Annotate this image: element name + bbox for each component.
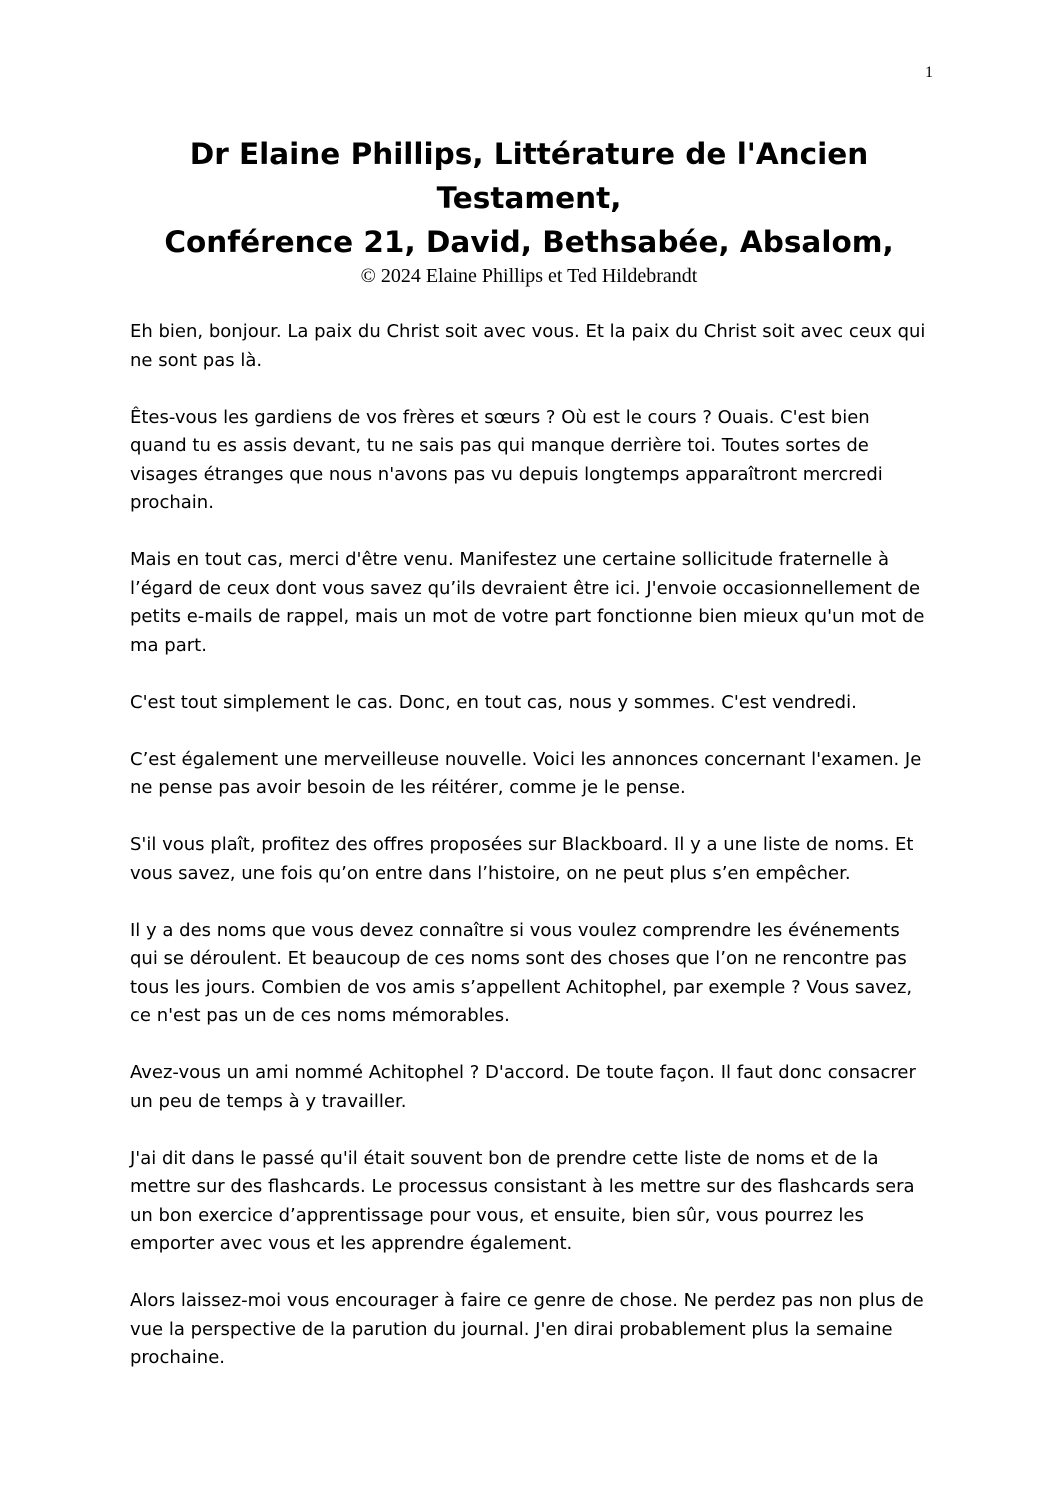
- paragraph: Mais en tout cas, merci d'être venu. Manifestez une certaine sollicitude fraternelle à l’égard de ceux dont vous savez qu’ils devraient être ici. J'envoie occasionnellement de petits e-mails de rappel, mais un mot de votre part fonctionne bien mieux qu'un mot de ma part.: [130, 549, 925, 656]
- paragraph: C'est tout simplement le cas. Donc, en tout cas, nous y sommes. C'est vendredi.: [130, 691, 857, 713]
- paragraph: Êtes-vous les gardiens de vos frères et sœurs ? Où est le cours ? Ouais. C'est bien quand tu es assis devant, tu ne sais pas qui manque derrière toi. Toutes sortes de visages étranges que nous n'avons pas vu depuis longtemps apparaîtront mercredi prochain.: [130, 406, 883, 513]
- page-number: 1: [925, 64, 933, 81]
- paragraph: Alors laissez-moi vous encourager à faire ce genre de chose. Ne perdez pas non plus de vue la perspective de la parution du journal. J'en dirai probablement plus la semaine prochaine.: [130, 1290, 924, 1368]
- paragraph: S'il vous plaît, profitez des offres proposées sur Blackboard. Il y a une liste de noms. Et vous savez, une fois qu’on entre dans l’histoire, on ne peut plus s’en empêcher.: [130, 834, 914, 884]
- copyright-notice: © 2024 Elaine Phillips et Ted Hildebrandt: [360, 265, 698, 287]
- paragraph: Avez-vous un ami nommé Achitophel ? D'accord. De toute façon. Il faut donc consacrer un peu de temps à y travailler.: [130, 1062, 916, 1112]
- document-title-line-1: Dr Elaine Phillips, Littérature de l'Ancien: [189, 137, 869, 171]
- document-title-line-3: Conférence 21, David, Bethsabée, Absalom,: [164, 225, 894, 259]
- paragraph: Eh bien, bonjour. La paix du Christ soit avec vous. Et la paix du Christ soit avec ceux qui ne sont pas là.: [130, 321, 926, 371]
- paragraph: J'ai dit dans le passé qu'il était souvent bon de prendre cette liste de noms et de la mettre sur des flashcards. Le processus consistant à les mettre sur des flashcards sera un bon exercice d’apprentissage pour vous, et ensuite, bien sûr, vous pourrez les emporter avec vous et les apprendre également.: [130, 1147, 915, 1254]
- paragraph: Il y a des noms que vous devez connaître si vous voulez comprendre les événements qui se déroulent. Et beaucoup de ces noms sont des choses que l’on ne rencontre pas tous les jours. Combien de vos amis s’appellent Achitophel, par exemple ? Vous savez, ce n'est pas un de ces noms mémorables.: [130, 919, 913, 1026]
- document-body: [130, 318, 930, 1401]
- document-title-line-2: Testament,: [436, 181, 622, 215]
- paragraph: C’est également une merveilleuse nouvelle. Voici les annonces concernant l'examen. Je ne pense pas avoir besoin de les réitérer, comme je le pense.: [130, 748, 922, 798]
- document-header: [130, 132, 928, 288]
